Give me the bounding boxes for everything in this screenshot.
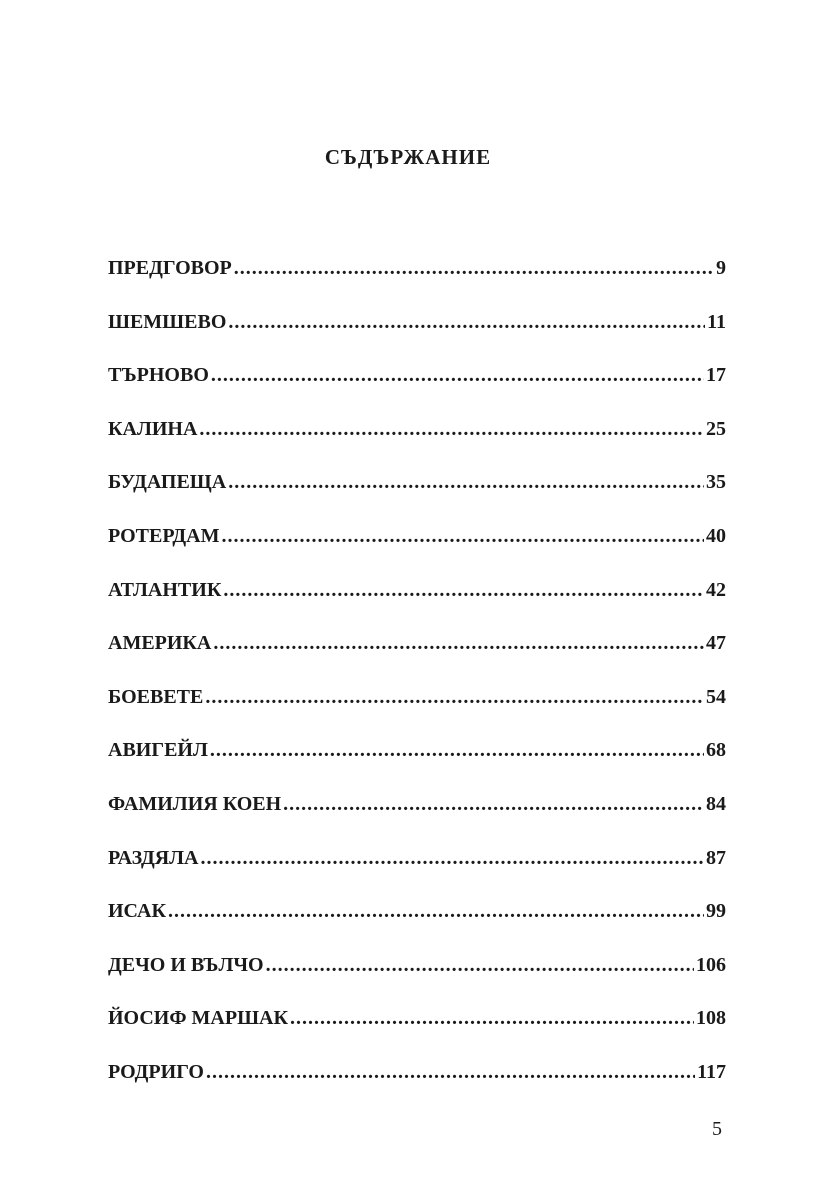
toc-entry-roterdam[interactable] [108,518,726,572]
toc-entry-familiya-koen[interactable] [108,786,726,840]
toc-entry-page: 106 [696,953,726,976]
toc-entry-title: РАЗДЯЛА [108,846,199,869]
toc-entry-page: 42 [706,578,726,601]
dot-leader [228,304,705,340]
toc-entry-page: 117 [697,1060,726,1083]
toc-entry-title: ШЕМШЕВО [108,310,227,333]
toc-entry-title: АТЛАНТИК [108,578,222,601]
page-title: СЪДЪРЖАНИЕ [324,145,492,169]
toc-entry-kalina[interactable] [108,411,726,465]
toc-entry-yosif-marshak[interactable] [108,1000,726,1054]
dot-leader [223,572,704,608]
toc-entry-atlantik[interactable] [108,572,726,626]
dot-leader [228,464,704,500]
toc-entry-razdyala[interactable] [108,840,726,894]
toc-entry-page: 99 [706,900,726,923]
toc-entry-title: ДЕЧО И ВЪЛЧО [108,953,264,976]
toc-entry-avigeyl[interactable] [108,732,726,786]
toc-entry-page: 35 [706,471,726,494]
toc-entry-page: 108 [696,1007,726,1030]
toc-entry-page: 47 [706,632,726,655]
toc-entry-page: 87 [706,846,726,869]
toc-entry-title: БУДАПЕЩА [108,471,227,494]
toc-entry-page: 40 [706,524,726,547]
toc-entry-title: БОЕВЕТЕ [108,685,204,708]
toc-entry-title: ТЪРНОВО [108,364,209,387]
dot-leader [234,250,714,286]
toc-entry-title: РОТЕРДАМ [108,524,220,547]
toc-entry-title: КАЛИНА [108,417,198,440]
toc-entry-title: РОДРИГО [108,1060,204,1083]
table-of-contents [108,250,726,1108]
toc-entry-title: ИСАК [108,900,166,923]
toc-entry-amerika[interactable] [108,625,726,679]
toc-entry-title: АМЕРИКА [108,632,212,655]
dot-leader [213,625,704,661]
toc-entry-rodrigo[interactable] [108,1054,726,1108]
toc-entry-title: ПРЕДГОВОР [108,257,232,279]
dot-leader [210,732,704,768]
toc-entry-isak[interactable] [108,893,726,947]
page-number: 5 [712,1118,722,1140]
toc-entry-page: 84 [706,792,726,815]
toc-entry-page: 54 [706,685,726,708]
dot-leader [266,947,694,983]
dot-leader [205,679,704,715]
toc-entry-predgovor[interactable] [108,250,726,304]
dot-leader [168,893,704,929]
toc-entry-title: ЙОСИФ МАРШАК [108,1007,288,1030]
dot-leader [290,1000,694,1036]
toc-entry-title: АВИГЕЙЛ [108,739,208,762]
toc-entry-tarnovo[interactable] [108,357,726,411]
toc-entry-shemshevo[interactable] [108,304,726,358]
toc-entry-boevete[interactable] [108,679,726,733]
dot-leader [206,1054,695,1090]
toc-entry-page: 11 [707,310,726,333]
dot-leader [199,411,704,447]
toc-entry-budapeshta[interactable] [108,464,726,518]
dot-leader [283,786,704,822]
toc-entry-page: 68 [706,739,726,762]
toc-entry-page: 17 [706,364,726,387]
dot-leader [211,357,704,393]
toc-entry-page: 25 [706,417,726,440]
toc-entry-title: ФАМИЛИЯ КОЕН [108,792,282,815]
toc-entry-page: 9 [716,257,726,279]
dot-leader [201,840,705,876]
dot-leader [222,518,705,554]
toc-entry-decho-i-valcho[interactable] [108,947,726,1001]
